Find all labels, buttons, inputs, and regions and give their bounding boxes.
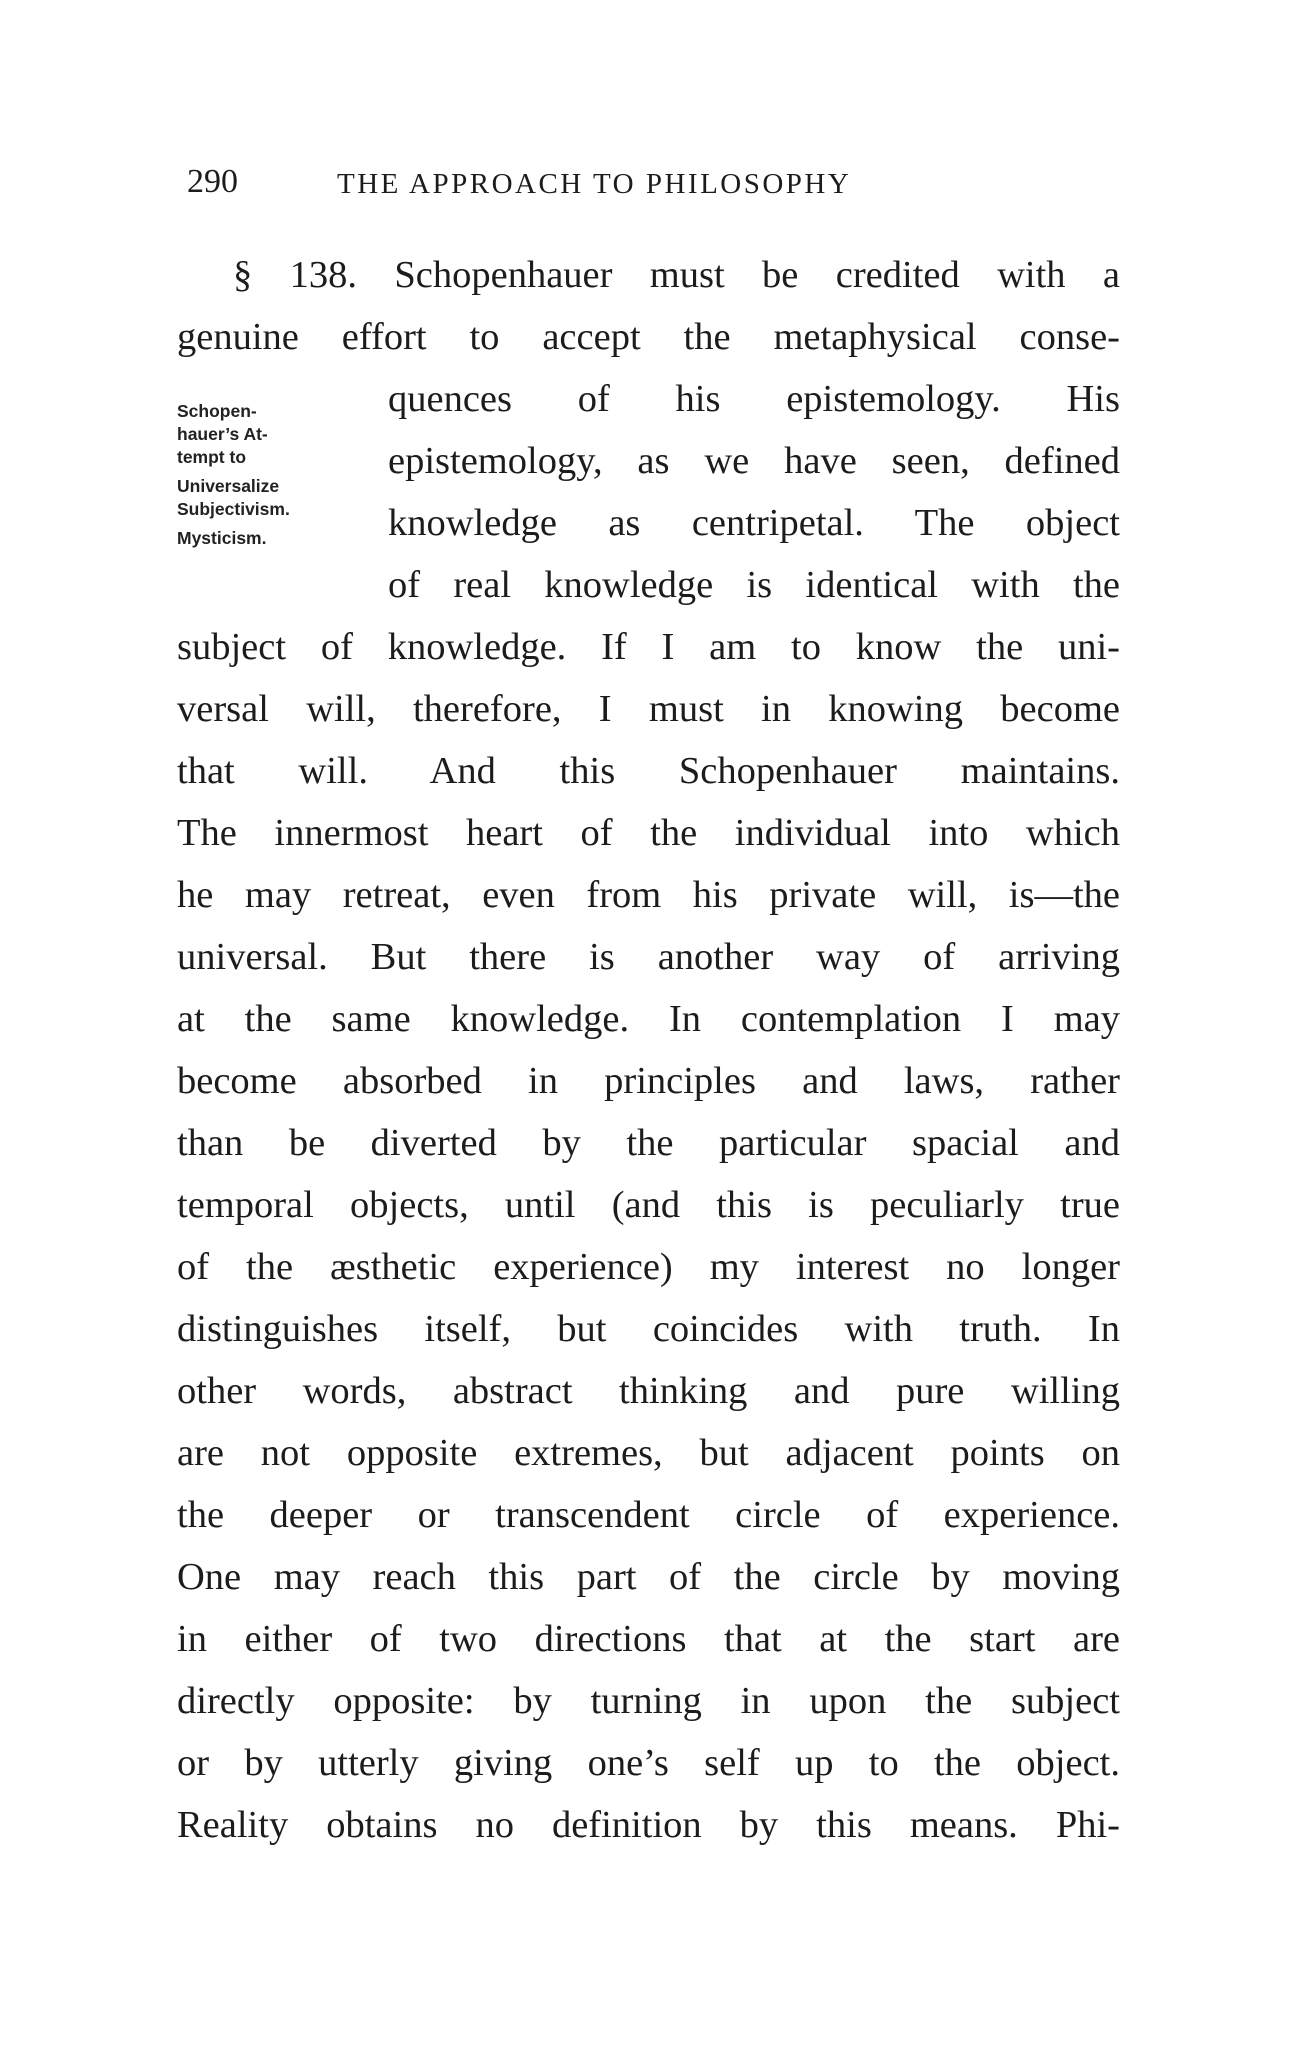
running-head: THE APPROACH TO PHILOSOPHY [337,168,852,200]
margin-sidenote [177,400,377,550]
text-line: than be diverted by the particular spacial and [177,1122,1120,1164]
text-line: at the same knowledge. In contemplation I may [177,998,1120,1040]
text-line: distinguishes itself, but coincides with truth. In [177,1308,1120,1350]
text-line: subject of knowledge. If I am to know the uni- [177,626,1120,668]
text-line: universal. But there is another way of arriving [177,936,1120,978]
text-line: of the æsthetic experience) my interest no longer [177,1246,1120,1288]
text-line: § 138. Schopenhauer must be credited with a [233,254,1120,296]
text-line: in either of two directions that at the start are [177,1618,1120,1660]
text-line: become absorbed in principles and laws, rather [177,1060,1120,1102]
page-number: 290 [187,163,238,200]
text-line: One may reach this part of the circle by moving [177,1556,1120,1598]
sidenote-line: Schopen- [177,401,257,421]
text-line: The innermost heart of the individual into which [177,812,1120,854]
sidenote-line: hauer’s At- [177,424,268,444]
sidenote-line: Mysticism. [177,528,267,548]
text-line: versal will, therefore, I must in knowing become [177,688,1120,730]
text-line: or by utterly giving one’s self up to the object. [177,1742,1120,1784]
text-line: temporal objects, until (and this is peculiarly true [177,1184,1120,1226]
text-line: he may retreat, even from his private will, is—the [177,874,1120,916]
sidenote-line: tempt to [177,447,247,467]
text-line: quences of his epistemology. His [388,378,1120,420]
text-line: other words, abstract thinking and pure willing [177,1370,1120,1412]
text-line: genuine effort to accept the metaphysical conse- [177,316,1120,358]
text-line: directly opposite: by turning in upon the subject [177,1680,1120,1722]
sidenote-line: Subjectivism. [177,499,290,519]
text-line: are not opposite extremes, but adjacent points on [177,1432,1120,1474]
text-line: that will. And this Schopenhauer maintains. [177,750,1120,792]
text-line: epistemology, as we have seen, defined [388,440,1120,482]
text-line: the deeper or transcendent circle of experience. [177,1494,1120,1536]
sidenote-line: Universalize [177,476,280,496]
text-line: knowledge as centripetal. The object [388,502,1120,544]
text-line: Reality obtains no definition by this means. Phi- [177,1804,1120,1846]
text-line: of real knowledge is identical with the [388,564,1120,606]
page-header [187,158,1127,206]
